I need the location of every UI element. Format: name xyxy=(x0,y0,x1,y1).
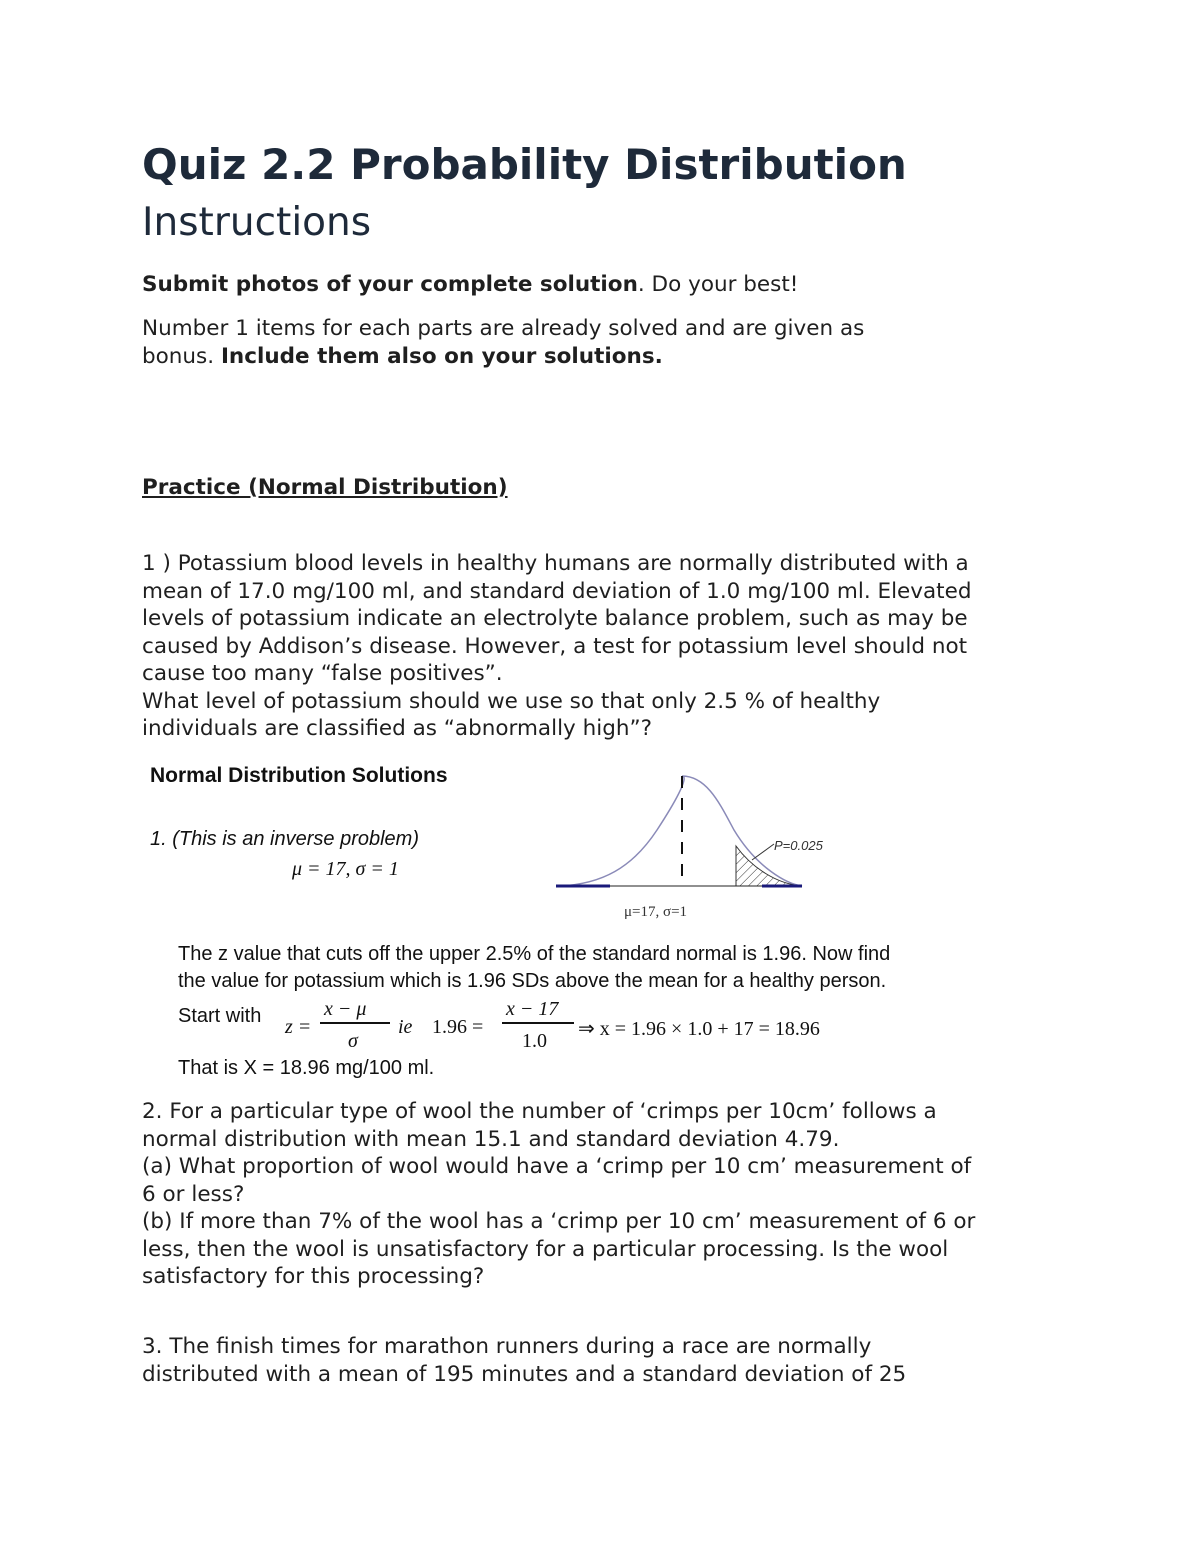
instructions-bold: Submit photos of your complete solution xyxy=(142,272,638,297)
question-line: What level of potassium should we use so that only 2.5 % of healthy xyxy=(142,688,881,714)
section-title: Practice (Normal Distribution) xyxy=(142,475,508,500)
question-line: individuals are classified as “abnormally high”? xyxy=(142,716,653,741)
p-label-pointer xyxy=(752,844,774,860)
ie-text: ie xyxy=(398,1016,413,1038)
solution-conclusion: That is X = 18.96 mg/100 ml. xyxy=(178,1057,435,1079)
question-line: 6 or less? xyxy=(142,1181,245,1207)
question-line: satisfactory for this processing? xyxy=(142,1264,485,1289)
value-numerator: x − 17 xyxy=(506,998,559,1020)
value-fraction-bar xyxy=(502,1022,574,1024)
result-equation: ⇒ x = 1.96 × 1.0 + 17 = 18.96 xyxy=(578,1018,820,1040)
value-denominator: 1.0 xyxy=(522,1030,547,1052)
start-with-label: Start with xyxy=(178,1005,262,1027)
instructions-line: Number 1 items for each parts are already solved and are given as xyxy=(142,316,865,341)
question-line: mean of 17.0 mg/100 ml, and standard deviation of 1.0 mg/100 ml. Elevated xyxy=(142,578,972,604)
question-line: normal distribution with mean 15.1 and standard deviation 4.79. xyxy=(142,1126,840,1152)
z-numerator: x − μ xyxy=(324,998,367,1020)
question-line: (b) If more than 7% of the wool has a ‘crimp per 10 cm’ measurement of 6 or xyxy=(142,1209,976,1234)
question-line: 2. For a particular type of wool the number of ‘crimps per 10cm’ follows a xyxy=(142,1099,937,1124)
instructions-line xyxy=(142,343,1072,371)
instructions-rest: . Do your best! xyxy=(637,272,799,297)
normal-curve-figure xyxy=(552,768,972,928)
question-line: less, then the wool is unsatisfactory for a particular processing. Is the wool xyxy=(142,1236,949,1262)
z-fraction-bar xyxy=(320,1022,390,1024)
solution-inverse-note: 1. (This is an inverse problem) xyxy=(150,828,419,850)
solution-params: μ = 17, σ = 1 xyxy=(292,858,399,880)
instructions-text: bonus. xyxy=(142,343,221,369)
question-1 xyxy=(142,550,1072,743)
z-denominator: σ xyxy=(348,1030,358,1052)
question-line: distributed with a mean of 195 minutes and a standard deviation of 25 xyxy=(142,1361,907,1387)
instructions-bold-2: Include them also on your solutions. xyxy=(220,343,663,369)
instructions-paragraph-2 xyxy=(142,315,1072,370)
question-line: levels of potassium indicate an electrolyte balance problem, such as may be xyxy=(142,606,968,631)
question-line: 3. The finish times for marathon runners during a race are normally xyxy=(142,1334,872,1359)
instructions-heading: Instructions xyxy=(142,200,372,245)
solution-image xyxy=(142,760,1042,1085)
p-value-label: P=0.025 xyxy=(774,838,823,853)
solution-heading: Normal Distribution Solutions xyxy=(150,764,448,787)
question-3 xyxy=(142,1333,1072,1388)
instructions-paragraph-1 xyxy=(142,271,1072,299)
value-equals: 1.96 = xyxy=(432,1016,484,1038)
question-line: 1 ) Potassium blood levels in healthy humans are normally distributed with a xyxy=(142,551,969,576)
question-2 xyxy=(142,1098,1072,1291)
solution-text-line: The z value that cuts off the upper 2.5% of the standard normal is 1.96. Now find xyxy=(178,943,891,965)
solution-text-line: the value for potassium which is 1.96 SDs above the mean for a healthy person. xyxy=(178,970,887,992)
page-title: Quiz 2.2 Probability Distribution xyxy=(142,140,907,189)
question-line: (a) What proportion of wool would have a ‘crimp per 10 cm’ measurement of xyxy=(142,1154,972,1179)
question-line: cause too many “false positives”. xyxy=(142,661,503,686)
axis-label: μ=17, σ=1 xyxy=(624,904,688,920)
question-line: caused by Addison’s disease. However, a test for potassium level should not xyxy=(142,633,968,659)
z-equals: z = xyxy=(285,1016,312,1038)
